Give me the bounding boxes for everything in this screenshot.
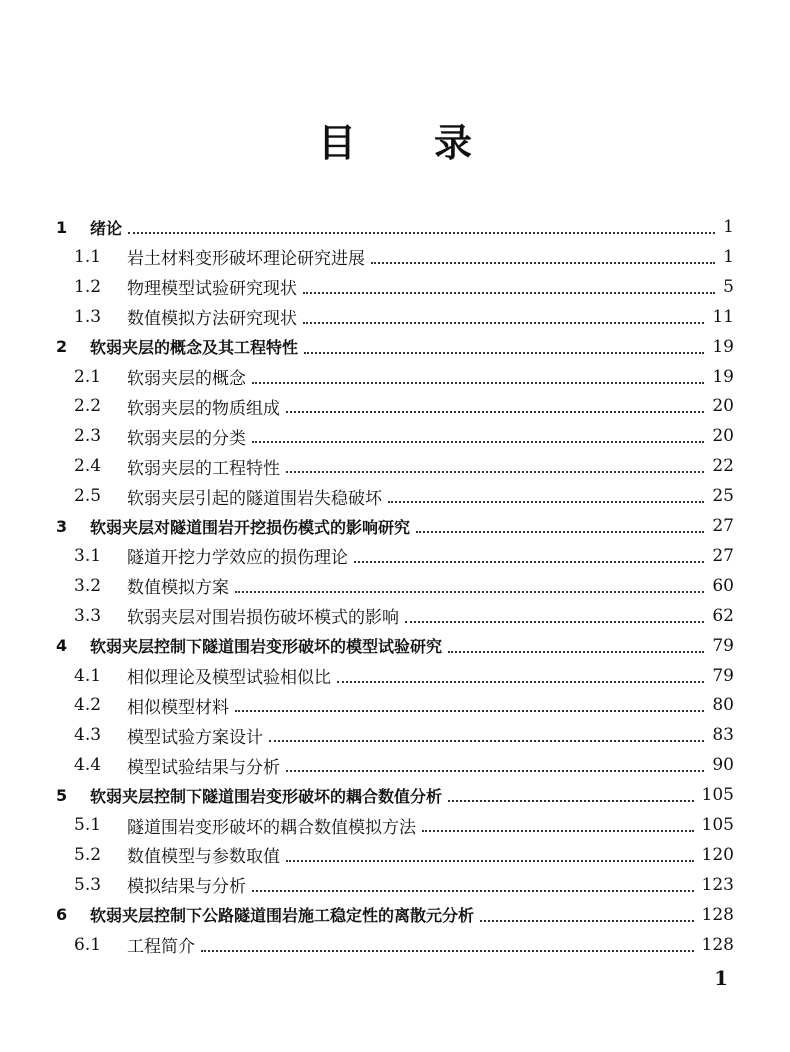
title-char-1: 目 xyxy=(317,120,356,165)
entry-page-number: 120 xyxy=(701,844,734,865)
entry-title: 工程简介 xyxy=(127,937,195,958)
dot-leader xyxy=(252,380,704,384)
dot-leader xyxy=(480,918,694,922)
entry-number: 3.1 xyxy=(74,545,102,566)
dot-leader xyxy=(286,409,704,413)
toc-chapter-entry[interactable] xyxy=(0,631,790,661)
entry-title: 数值模拟方案 xyxy=(127,578,229,599)
entry-page-number: 19 xyxy=(712,366,734,387)
entry-number: 2.1 xyxy=(74,366,102,387)
entry-number: 1.1 xyxy=(74,246,102,267)
toc-section-entry[interactable] xyxy=(0,391,790,421)
toc-section-entry[interactable] xyxy=(0,242,790,272)
entry-title: 软弱夹层引起的隧道围岩失稳破坏 xyxy=(127,488,382,509)
entry-title: 相似模型材料 xyxy=(127,697,229,718)
toc-section-entry[interactable] xyxy=(0,810,790,840)
entry-title: 岩土材料变形破坏理论研究进展 xyxy=(127,249,365,270)
toc-section-entry[interactable] xyxy=(0,840,790,870)
entry-title: 数值模型与参数取值 xyxy=(127,847,280,868)
entry-number: 4.4 xyxy=(74,755,102,776)
toc-chapter-entry[interactable] xyxy=(0,780,790,810)
toc-section-entry[interactable] xyxy=(0,362,790,392)
entry-number: 5.1 xyxy=(74,815,102,835)
entry-title: 软弱夹层控制下公路隧道围岩施工稳定性的离散元分析 xyxy=(90,906,475,926)
toc-section-entry[interactable] xyxy=(0,541,790,571)
dot-leader xyxy=(422,828,694,832)
entry-title: 物理模型试验研究现状 xyxy=(127,279,297,300)
entry-title: 隧道围岩变形破坏的耦合数值模拟方法 xyxy=(127,817,416,838)
entry-page-number: 1 xyxy=(723,246,734,267)
toc-section-entry[interactable] xyxy=(0,272,790,302)
entry-number: 2.3 xyxy=(74,426,102,447)
entry-number: 3.2 xyxy=(74,575,102,596)
toc-title xyxy=(0,112,790,167)
entry-number: 1.3 xyxy=(74,306,102,327)
entry-page-number: 105 xyxy=(701,785,734,806)
dot-leader xyxy=(303,290,715,294)
entry-page-number: 79 xyxy=(712,635,734,656)
entry-page-number: 80 xyxy=(712,695,734,716)
dot-leader xyxy=(128,230,715,234)
dot-leader xyxy=(448,649,704,653)
dot-leader xyxy=(286,469,704,473)
entry-page-number: 60 xyxy=(712,575,734,596)
entry-page-number: 128 xyxy=(701,934,734,955)
entry-title: 软弱夹层的分类 xyxy=(127,428,246,449)
toc-chapter-entry[interactable] xyxy=(0,900,790,930)
entry-title: 软弱夹层对隧道围岩开挖损伤模式的影响研究 xyxy=(90,517,411,537)
toc-chapter-entry[interactable] xyxy=(0,212,790,242)
entry-page-number: 11 xyxy=(712,306,734,327)
dot-leader xyxy=(304,350,704,354)
entry-number: 1.2 xyxy=(74,276,102,297)
entry-number: 6 xyxy=(56,905,68,925)
toc-section-entry[interactable] xyxy=(0,750,790,780)
entry-page-number: 128 xyxy=(701,904,734,925)
entry-page-number: 19 xyxy=(712,336,734,357)
entry-number: 2.2 xyxy=(74,396,102,417)
entry-title: 软弱夹层对围岩损伤破坏模式的影响 xyxy=(127,608,399,629)
entry-title: 数值模拟方法研究现状 xyxy=(127,309,297,330)
toc-section-entry[interactable] xyxy=(0,481,790,511)
entry-title: 软弱夹层控制下隧道围岩变形破坏的模型试验研究 xyxy=(90,637,443,657)
entry-title: 模型试验结果与分析 xyxy=(127,757,280,778)
dot-leader xyxy=(286,768,704,772)
toc-section-entry[interactable] xyxy=(0,302,790,332)
dot-leader xyxy=(405,619,704,623)
toc-chapter-entry[interactable] xyxy=(0,511,790,541)
title-char-2: 录 xyxy=(434,120,473,165)
entry-page-number: 20 xyxy=(712,396,734,417)
entry-title: 软弱夹层的物质组成 xyxy=(127,398,280,419)
toc-section-entry[interactable] xyxy=(0,930,790,960)
entry-title: 隧道开挖力学效应的损伤理论 xyxy=(127,548,348,569)
dot-leader xyxy=(448,798,694,802)
entry-page-number: 83 xyxy=(712,725,734,746)
entry-page-number: 90 xyxy=(712,755,734,776)
dot-leader xyxy=(416,529,704,533)
entry-page-number: 105 xyxy=(701,815,734,835)
entry-page-number: 123 xyxy=(701,874,734,895)
entry-number: 4 xyxy=(56,636,68,656)
entry-number: 3 xyxy=(56,516,68,536)
entry-number: 4.1 xyxy=(74,665,102,686)
entry-page-number: 5 xyxy=(723,276,734,297)
dot-leader xyxy=(269,738,704,742)
entry-number: 2 xyxy=(56,337,68,357)
entry-title: 软弱夹层控制下隧道围岩变形破坏的耦合数值分析 xyxy=(90,786,443,806)
toc-chapter-entry[interactable] xyxy=(0,332,790,362)
entry-page-number: 22 xyxy=(712,456,734,477)
dot-leader xyxy=(388,499,704,503)
entry-page-number: 62 xyxy=(712,605,734,626)
entry-page-number: 25 xyxy=(712,486,734,507)
dot-leader xyxy=(235,708,704,712)
toc-section-entry[interactable] xyxy=(0,870,790,900)
entry-number: 5 xyxy=(56,785,68,805)
entry-page-number: 27 xyxy=(712,516,734,536)
entry-title: 模拟结果与分析 xyxy=(127,877,246,898)
entry-title: 软弱夹层的概念 xyxy=(127,369,246,389)
toc-section-entry[interactable] xyxy=(0,571,790,601)
dot-leader xyxy=(286,858,694,862)
entry-page-number: 1 xyxy=(723,217,734,237)
entry-number: 5.3 xyxy=(74,874,102,895)
dot-leader xyxy=(201,948,694,952)
dot-leader xyxy=(354,559,704,563)
entry-number: 3.3 xyxy=(74,605,102,626)
toc-section-entry[interactable] xyxy=(0,720,790,750)
entry-page-number: 20 xyxy=(712,426,734,447)
dot-leader xyxy=(252,439,704,443)
toc-section-entry[interactable] xyxy=(0,451,790,481)
toc-section-entry[interactable] xyxy=(0,421,790,451)
entry-title: 绪论 xyxy=(90,218,123,238)
page-number: 1 xyxy=(714,966,728,990)
entry-page-number: 27 xyxy=(712,545,734,566)
entry-number: 4.2 xyxy=(74,695,102,716)
entry-title: 软弱夹层的工程特性 xyxy=(127,458,280,479)
entry-title: 模型试验方案设计 xyxy=(127,727,263,748)
entry-number: 5.2 xyxy=(74,844,102,865)
dot-leader xyxy=(371,260,715,264)
entry-page-number: 79 xyxy=(712,665,734,686)
toc-section-entry[interactable] xyxy=(0,601,790,631)
toc-section-entry[interactable] xyxy=(0,690,790,720)
entry-number: 2.4 xyxy=(74,456,102,477)
entry-title: 相似理论及模型试验相似比 xyxy=(127,668,331,688)
entry-title: 软弱夹层的概念及其工程特性 xyxy=(90,338,299,358)
dot-leader xyxy=(337,679,704,683)
entry-number: 6.1 xyxy=(74,934,102,955)
dot-leader xyxy=(303,320,704,324)
entry-number: 4.3 xyxy=(74,725,102,746)
entry-number: 2.5 xyxy=(74,486,102,507)
toc-section-entry[interactable] xyxy=(0,661,790,691)
dot-leader xyxy=(252,888,694,892)
entry-number: 1 xyxy=(56,217,68,237)
dot-leader xyxy=(235,589,704,593)
